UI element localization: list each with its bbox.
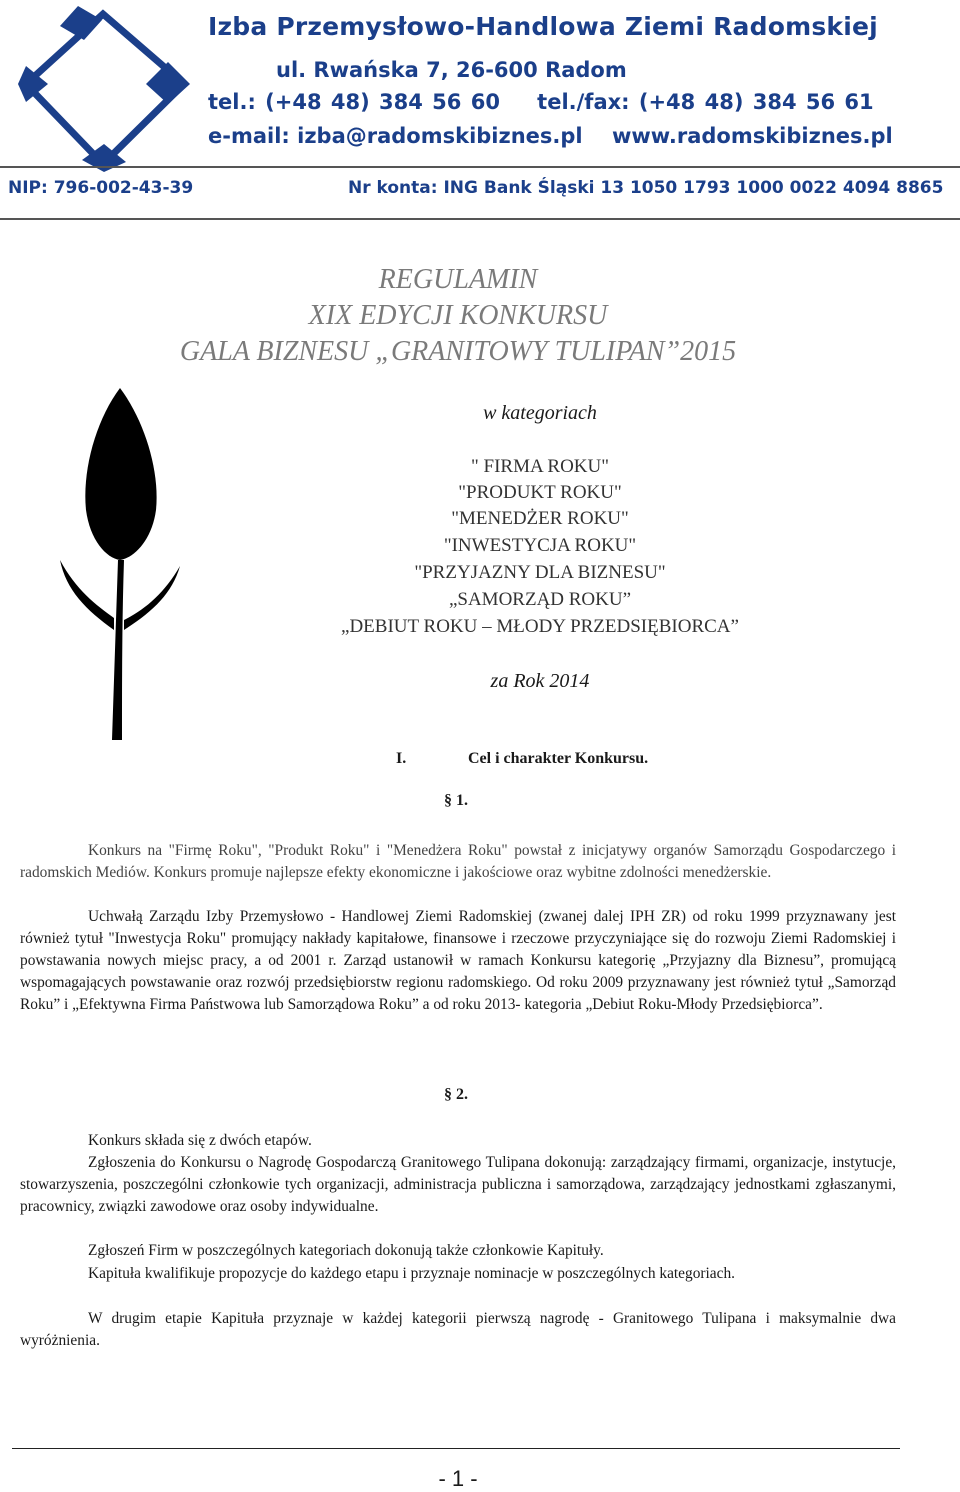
chamber-address: ul. Rwańska 7, 26-600 Radom	[276, 58, 627, 82]
section2-paragraph-1: Konkurs składa się z dwóch etapów.	[88, 1132, 312, 1149]
category-item: "MENEDŻER ROKU"	[451, 508, 629, 529]
title-line-2: XIX EDYCJI KONKURSU	[308, 300, 608, 331]
category-item: „DEBIUT ROKU – MŁODY PRZEDSIĘBIORCA”	[341, 616, 739, 637]
chamber-bank-account: Nr konta: ING Bank Śląski 13 1050 1793 1000 0022 4094 8865	[348, 178, 944, 198]
chamber-email: e-mail: izba@radomskibiznes.pl	[208, 124, 583, 148]
section2-paragraph-4: Kapituła kwalifikuje propozycje do każdego etapu i przyznaje nominacje w poszczególnych kategoriach.	[88, 1265, 736, 1282]
chamber-website: www.radomskibiznes.pl	[612, 124, 893, 148]
footer-divider	[12, 1448, 900, 1449]
category-item: "INWESTYCJA ROKU"	[443, 535, 637, 556]
chamber-phone: tel.: (+48 48) 384 56 60 tel./fax: (+48 48) 384 56 61	[208, 90, 874, 114]
header-divider-top	[0, 166, 960, 168]
categories-intro: w kategoriach	[483, 402, 597, 424]
section2-paragraph-5: W drugim etapie Kapituła przyznaje w każdej kategorii pierwszą nagrodę - Granitowego Tulipana i maksymalnie dwa wyróżnienia.	[20, 1310, 896, 1349]
section-roman-number: I.	[396, 750, 407, 767]
chamber-name: Izba Przemysłowo-Handlowa Ziemi Radomskiej	[208, 12, 878, 41]
section1-paragraph-2: Uchwałą Zarządu Izby Przemysłowo - Handlowej Ziemi Radomskiej (zwanej dalej IPH ZR) od roku 1999 przyznawany jest również tytuł "Inwestycja Roku" promujący nakłady kapitałowe, finansowe i rzeczowe przyczyniające się do rozwoju Ziemi Radomskiej i powstawania nowych miejsc pracy, a od 2001 r. Zarząd ustanowił w ramach Konkursu kategorię „Przyjazny dla Biznesu”, promującą wspomagających powstawanie oraz rozwój przedsiębiorstw regionu radomskiego. Od roku 2009 przyznawany jest również tytuł „Samorząd Roku” i „Efektywna Firma Państwowa lub Samorządowa Roku” a od roku 2013- kategoria „Debiut Roku-Młody Przedsiębiorca”.	[20, 908, 896, 1013]
paragraph-number: § 1.	[444, 792, 468, 809]
category-item: "PRODUKT ROKU"	[458, 482, 622, 503]
section2-paragraph-2: Zgłoszenia do Konkursu o Nagrodę Gospodarczą Granitowego Tulipana dokonują: zarządzający firmami, organizacje, instytucje, stowarzyszenia, poszczególni członkowie tych organizacji, administracja publiczna i samorządowa, zarządzający jednostkami zgłaszanymi, pracownicy, związki zawodowe oraz osoby indywidualne.	[20, 1154, 896, 1215]
section-heading: Cel i charakter Konkursu.	[468, 750, 649, 767]
section1-paragraph-1: Konkurs na "Firmę Roku", "Produkt Roku" i "Menedżera Roku" powstał z inicjatywy organów Samorządu Gospodarczego i radomskich Mediów. Konkurs promuje najlepsze efekty ekonomiczne i jakościowe oraz wybitne zdolności menedżerskie.	[20, 842, 896, 881]
header-divider-bottom	[0, 218, 960, 220]
chamber-nip: NIP: 796-002-43-39	[8, 178, 194, 198]
category-item: " FIRMA ROKU"	[471, 456, 609, 477]
section2-paragraph-3: Zgłoszeń Firm w poszczególnych kategoriach dokonują także członkowie Kapituły.	[88, 1242, 604, 1259]
paragraph-number: § 2.	[444, 1086, 468, 1103]
category-item: "PRZYJAZNY DLA BIZNESU"	[414, 562, 666, 583]
title-line-1: REGULAMIN	[378, 264, 538, 295]
category-item: „SAMORZĄD ROKU”	[448, 589, 632, 610]
chamber-logo-icon	[18, 4, 196, 172]
contest-year: za Rok 2014	[490, 670, 590, 692]
title-line-3: GALA BIZNESU „GRANITOWY TULIPAN”2015	[179, 336, 737, 367]
page-number: - 1 -	[438, 1466, 478, 1491]
